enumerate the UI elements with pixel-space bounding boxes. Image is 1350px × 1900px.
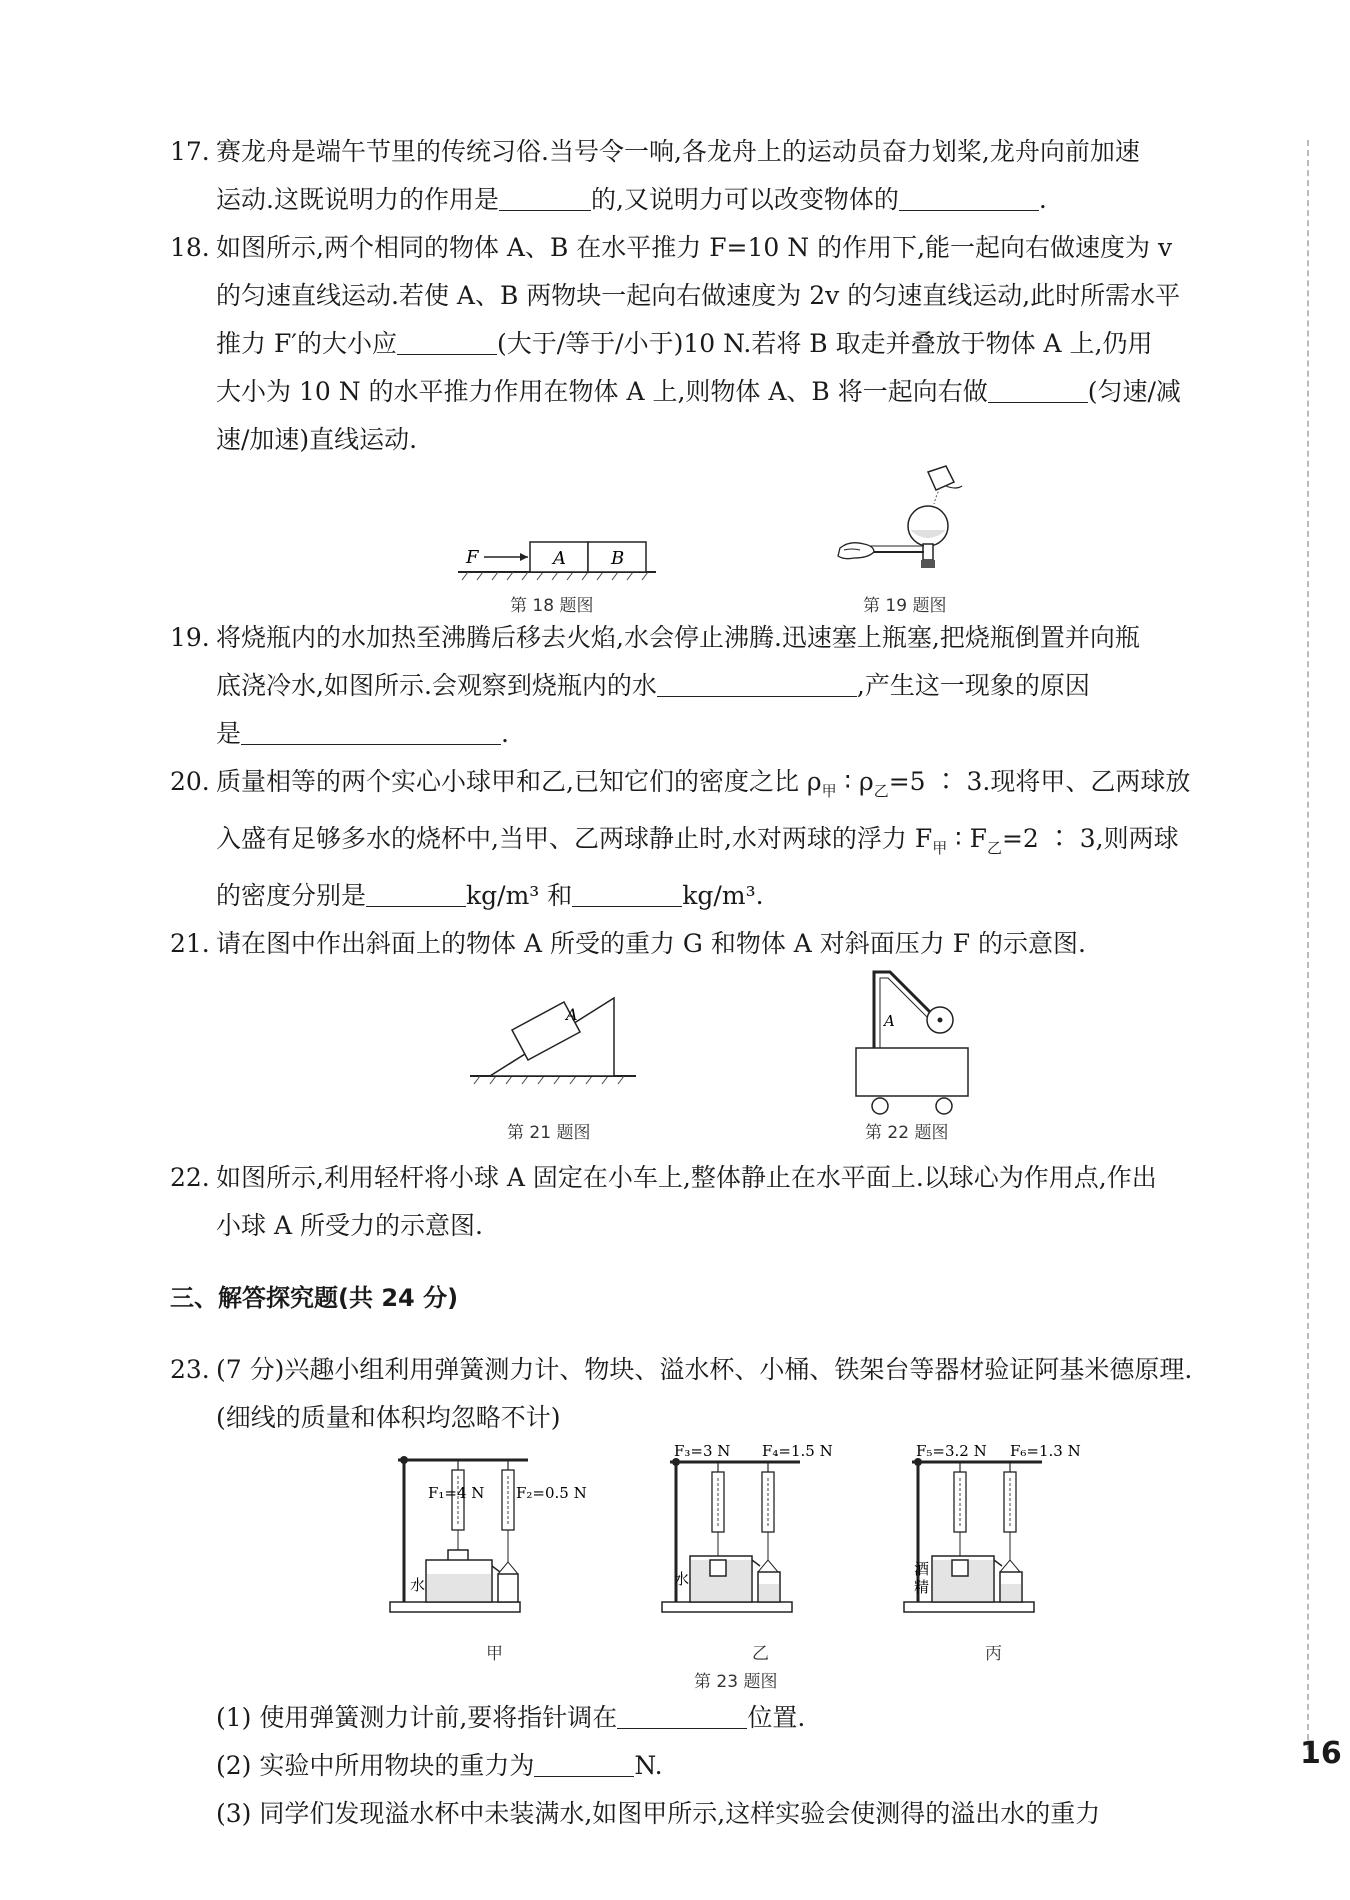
question-23: 23. (7 分)兴趣小组利用弹簧测力计、物块、溢水杯、小桶、铁架台等器材验证阿基米德原理.	[170, 1355, 1193, 1384]
figure-23-jia	[388, 1450, 588, 1630]
section-3-heading: 三、解答探究题(共 24 分)	[170, 1284, 459, 1312]
answer-blank	[241, 718, 501, 745]
figure-18-caption: 第 18 题图	[510, 596, 594, 616]
answer-blank	[397, 328, 497, 355]
figures-18-19	[170, 464, 1280, 614]
question-23-part-3: (3) 同学们发现溢水杯中未装满水,如图甲所示,这样实验会使测得的溢出水的重力	[216, 1799, 1101, 1828]
figure-23-bing-label: 丙	[985, 1644, 1002, 1664]
figure-22-caption: 第 22 题图	[865, 1123, 949, 1143]
answer-blank	[657, 670, 857, 697]
jia-f2-label: F₂=0.5 N	[516, 1484, 587, 1502]
question-20: 20. 质量相等的两个实心小球甲和乙,已知它们的密度之比 $\rho_甲$ ∶ $\rho_乙=5$ ∶ 3.现将甲、乙两球放	[170, 767, 1191, 800]
answer-blank	[617, 1702, 747, 1729]
figure-21	[470, 978, 640, 1088]
jia-f1-label: F₁=4 N	[428, 1484, 485, 1502]
answer-blank	[899, 184, 1039, 211]
bing-liquid-label-1: 酒	[914, 1560, 930, 1578]
ball-a-label: A	[884, 1012, 895, 1030]
jia-liquid-label: 水	[410, 1576, 426, 1594]
figure-21-caption: 第 21 题图	[507, 1123, 591, 1143]
figure-23-yi-label: 乙	[752, 1644, 769, 1664]
bing-f2-label: F₆=1.3 N	[1010, 1442, 1081, 1460]
force-label: F	[466, 547, 479, 568]
question-23-part-1: (1) 使用弹簧测力计前,要将指针调在 位置.	[216, 1703, 806, 1732]
answer-blank	[572, 880, 682, 907]
figure-23-yi	[660, 1442, 860, 1622]
block-b-label: B	[611, 548, 625, 569]
figure-23-bing	[902, 1442, 1122, 1622]
figures-21-22	[170, 968, 1280, 1154]
question-21: 21. 请在图中作出斜面上的物体 A 所受的重力 G 和物体 A 对斜面压力 F 的示意图.	[170, 929, 1086, 958]
question-17: 17. 赛龙舟是端午节里的传统习俗.当号令一响,各龙舟上的运动员奋力划桨,龙舟向前加速	[170, 137, 1140, 166]
question-18: 18. 如图所示,两个相同的物体 A、B 在水平推力 F=10 N 的作用下,能一起向右做速度为 v	[170, 233, 1173, 262]
bing-liquid-label-2: 精	[914, 1578, 930, 1596]
block-a-label: A	[553, 548, 566, 569]
answer-blank	[988, 376, 1088, 403]
answer-blank	[534, 1750, 634, 1777]
figure-18	[458, 534, 658, 584]
question-22: 22. 如图所示,利用轻杆将小球 A 固定在小车上,整体静止在水平面上.以球心为作用点,作出	[170, 1163, 1157, 1192]
question-19: 19. 将烧瓶内的水加热至沸腾后移去火焰,水会停止沸腾.迅速塞上瓶塞,把烧瓶倒置并向瓶	[170, 623, 1140, 652]
object-a-label: A	[566, 1005, 578, 1024]
figure-19	[830, 464, 980, 586]
bing-f1-label: F₅=3.2 N	[916, 1442, 987, 1460]
figure-19-caption: 第 19 题图	[863, 596, 947, 616]
page-edge-dashed-line	[1307, 140, 1309, 1750]
yi-f2-label: F₄=1.5 N	[762, 1442, 833, 1460]
figure-23-caption: 第 23 题图	[694, 1672, 778, 1692]
yi-liquid-label: 水	[674, 1570, 690, 1588]
answer-blank	[366, 880, 466, 907]
yi-f1-label: F₃=3 N	[674, 1442, 731, 1460]
answer-blank	[499, 184, 591, 211]
figure-22	[850, 968, 980, 1118]
question-content: 17. 赛龙舟是端午节里的传统习俗.当号令一响,各龙舟上的运动员奋力划桨,龙舟向前加速 运动.这既说明力的作用是 的,又说明力可以改变物体的 . 18. 如图所示,两个相同的物体 A、B 在水平推力 F=10 N 的作用下,能一起向右做速度为 v 的匀速直线运动.若使 A、B 两物块一起向右做速度为 2v 的匀速直线运动,此时所需水平 推力 F′的大小应 (大于/等于/小于)10 N.若将 B 取走并叠放于物体 A 上,仍用 大小为 10 N 的水平推力作用在物体 A 上,则物体 A、B 将一起向右做 (匀速/减 速/加速)直线运动. F A B 第 18 题图 第 19 题图 19. 将烧瓶内的水加热至沸腾后移去火焰,水会停止沸腾.迅速塞上瓶塞,把烧瓶倒置并向瓶 底浇冷水,如图所示.会观察到烧瓶内的水 ,产生这一现象的原因 是 . 20. 质量相等的两个实心小球甲和乙,已知它们的密度之比 $\rho_甲$ ∶ $\rho_乙=5$ ∶ 3.现将甲、乙两球放 入盛有足够多水的烧杯中,当甲、乙两球静止时,水对两球的浮力 $F_甲$ ∶ $F_乙=2$ ∶ 3,则两球 的密度分别是 kg/m³ 和 kg/m³. 21. 请在图中作出斜面上的物体 A 所受的重力 G 和物体 A 对斜面压力 F 的示意图. A 第 21 题图 A 第 22 题图 22. 如图所示,利用轻杆将小球 A 固定在小车上,整体静止在水平面上.以球心为作用点,作出 小球 A 所受力的示意图. 三、解答探究题(共 24 分) 23. (7 分)兴趣小组利用弹簧测力计、物块、溢水杯、小桶、铁架台等器材验证阿基米德原理. (细线的质量和体积均忽略不计) F₁=4 N F₂=0.5 N 水 甲 F₃=3 N F₄=1.5 N 水 乙 F₅=3.2 N F₆=1.3 N 酒 精 丙 第 23 题图 (1) 使用弹簧测力计前,要将指针调在 位置. (2) 实验中所用物块的重力为 N. (3) 同学们发现溢水杯中未装满水,如图甲所示,这样实验会使测得的溢出水的重力	[170, 128, 1280, 1838]
figure-23	[170, 1442, 1280, 1692]
question-17-line2: 运动.这既说明力的作用是 的,又说明力可以改变物体的 .	[216, 185, 1047, 214]
question-23-part-2: (2) 实验中所用物块的重力为 N.	[216, 1751, 663, 1780]
figure-23-jia-label: 甲	[486, 1644, 503, 1664]
page-number: 16	[1300, 1736, 1342, 1771]
